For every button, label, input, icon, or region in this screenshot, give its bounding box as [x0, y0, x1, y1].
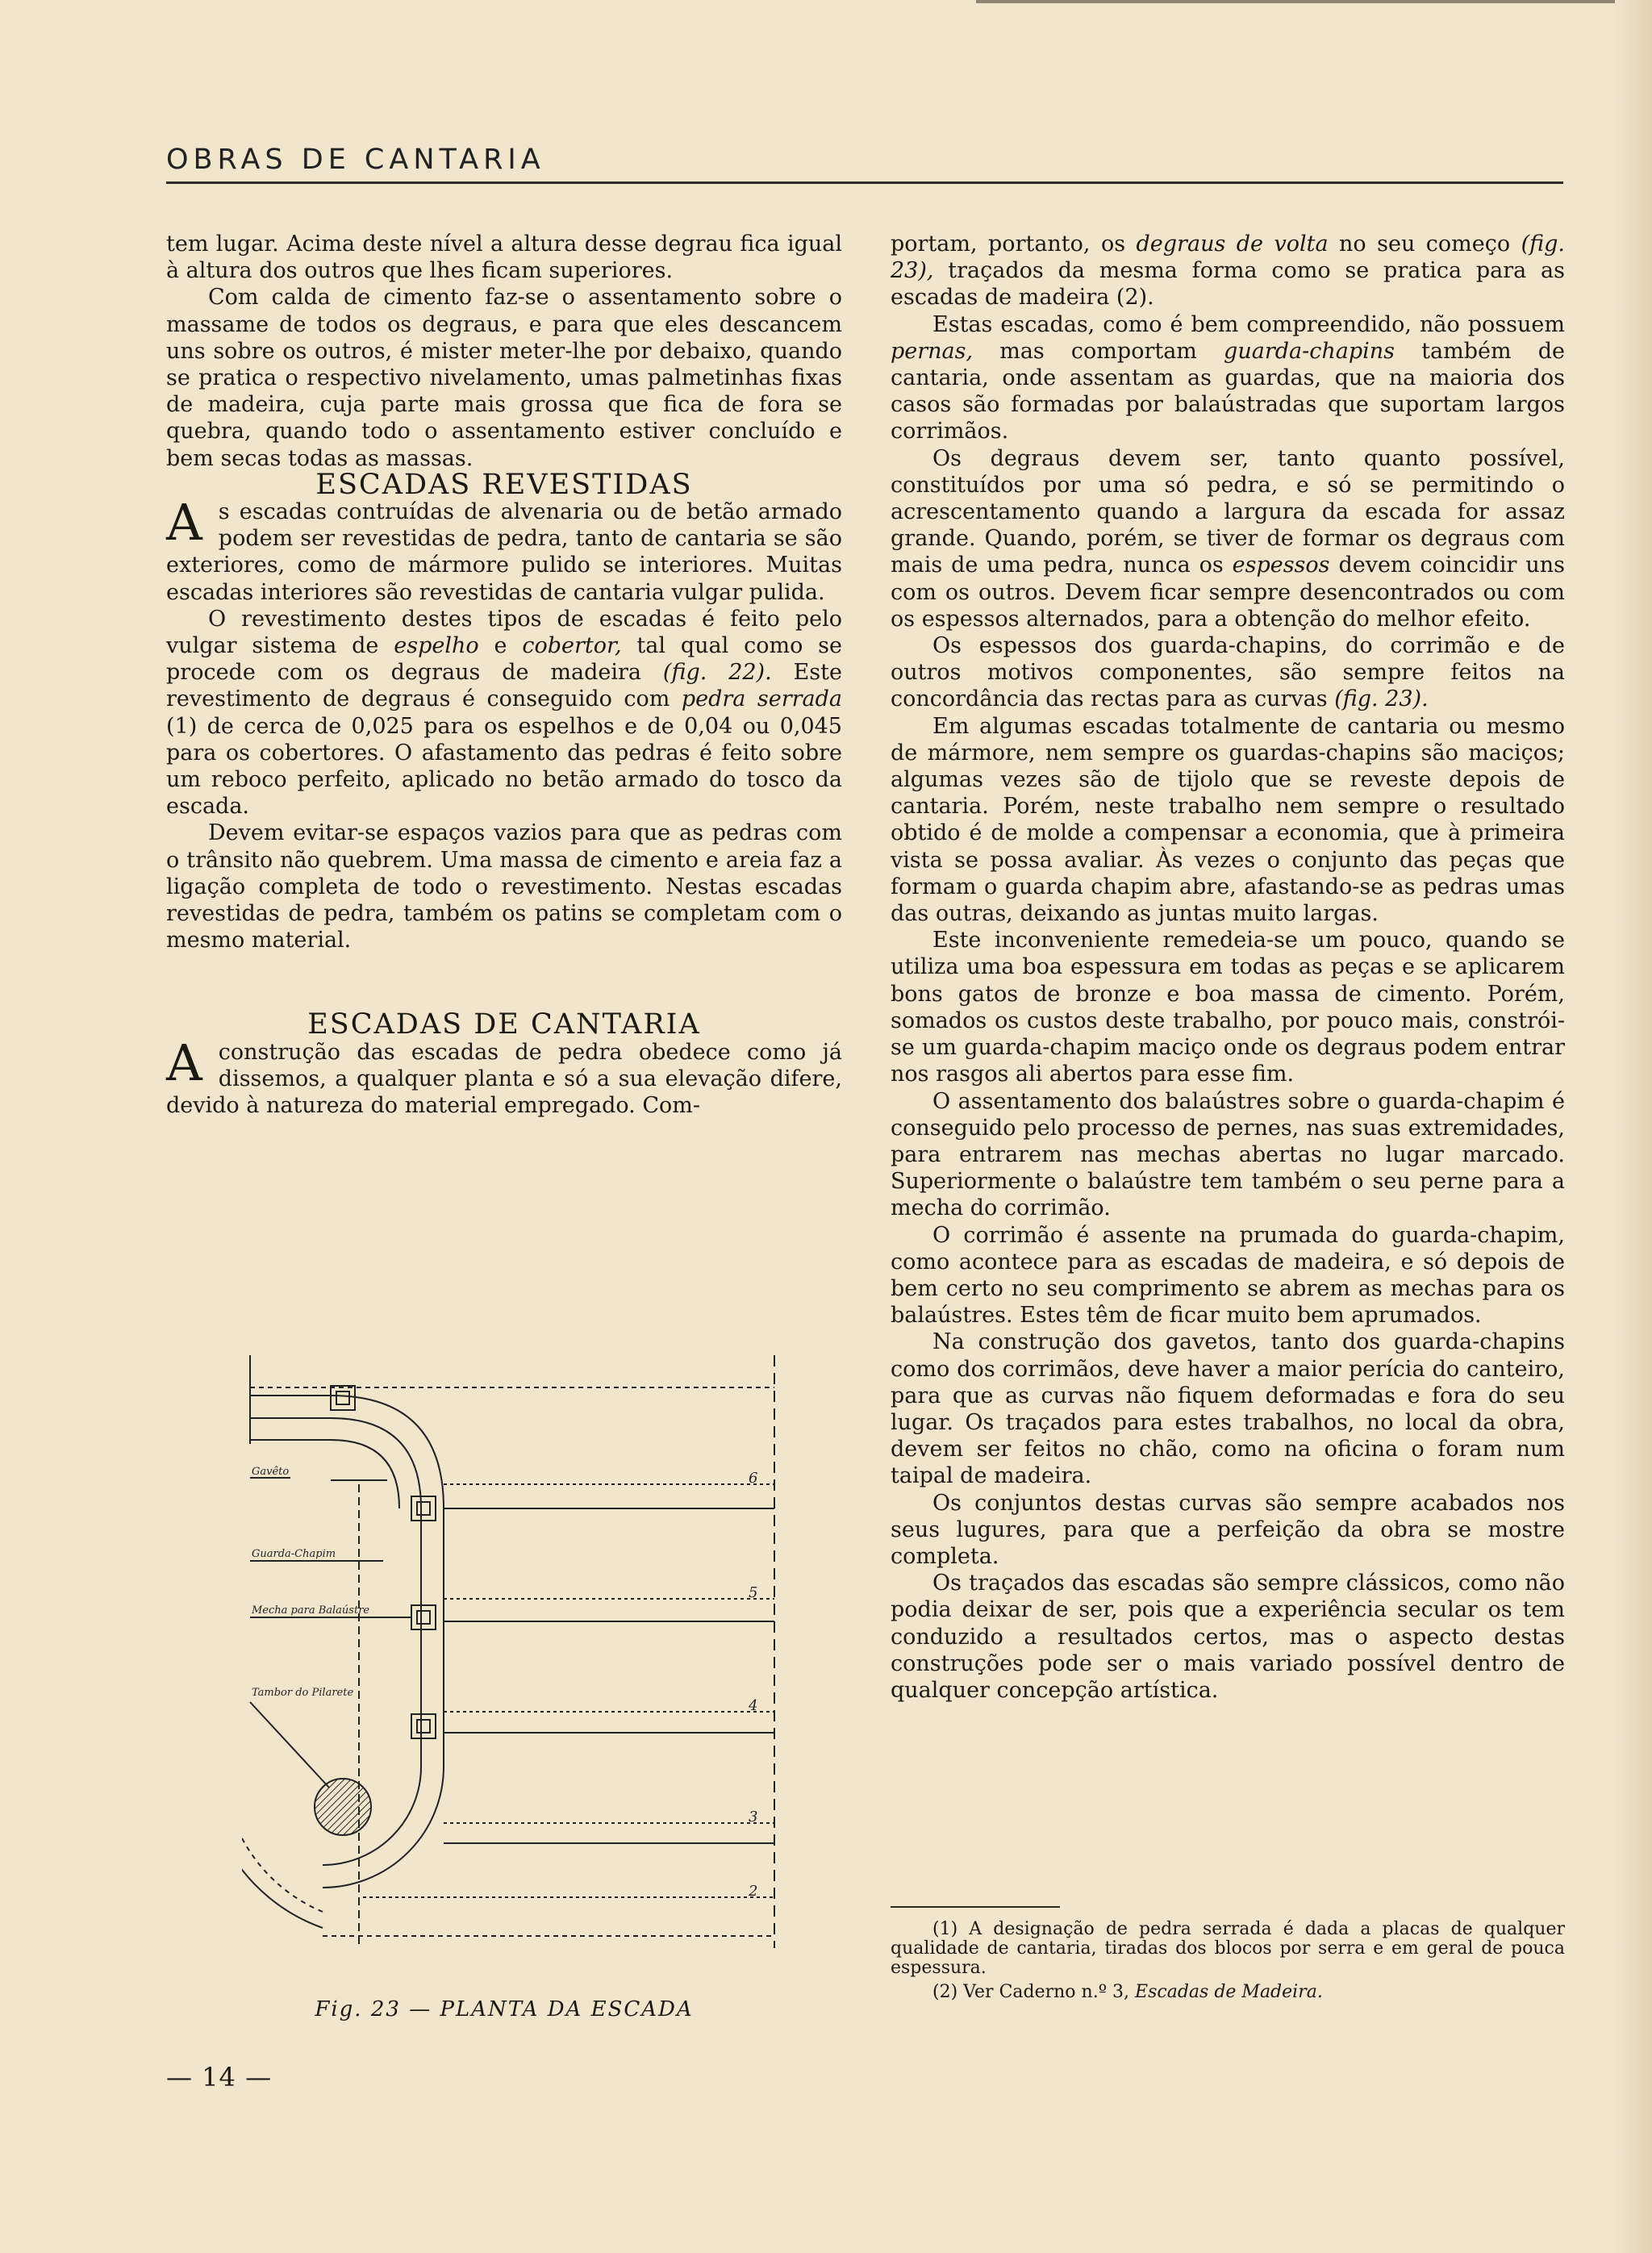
paragraph	[891, 632, 1565, 713]
text: de cerca de 0,025 para os espelhos e de 0,04 ou 0,045 para os cobertores. O afastamento das pedras é feito sobre um reboco perfeito, aplicado no betão armado do tosco da escada.	[166, 713, 842, 820]
page-number: — 14 —	[166, 2062, 273, 2092]
step-number: 2	[749, 1883, 758, 1900]
paragraph	[891, 231, 1565, 311]
mecha-square	[411, 1496, 436, 1521]
paragraph	[891, 445, 1565, 632]
mecha-square-inner	[417, 1720, 430, 1733]
section-title-escadas-de-cantaria: ESCADAS DE CANTARIA	[307, 1008, 701, 1041]
right-column	[891, 231, 1565, 1704]
paragraph: Na construção dos gavetos, tanto dos guarda-chapins como dos corrimãos, deve haver a maior perícia do canteiro, para que as curvas não fiquem deformadas e fora do seu lugar. Os traçados para estes trabalhos, no local da obra, devem ser feitos no chão, como na oficina o foram num taipal de madeira.	[891, 1329, 1565, 1489]
text: mas comportam	[999, 338, 1197, 364]
text: O revestimento destes tipos de escadas é feito pelo vulgar sistema de	[166, 606, 842, 659]
mecha-square	[411, 1714, 436, 1738]
paragraph-text: construção das escadas de pedra obedece como já dissemos, a qualquer planta e só a sua elevação difere, devido à natureza do material empregado. Com-	[166, 1039, 842, 1119]
paragraph: O corrimão é assente na prumada do guarda-chapim, como acontece para as escadas de madeira, e só depois de bem certo no seu comprimento se abrem as mechas para os balaústres. Estes têm de ficar muito bem aprumados.	[891, 1222, 1565, 1329]
footnote-text: A designação de pedra serrada é dada a placas de qualquer qualidade de cantaria, tiradas dos blocos por serra e em geral de pouca espessura.	[891, 1919, 1566, 1978]
figure-reference: (fig. 22).	[662, 660, 772, 686]
mecha-square	[331, 1386, 355, 1410]
footnote-ref: (2).	[1116, 285, 1154, 311]
mecha-square	[411, 1605, 436, 1629]
page-right-edge	[1615, 0, 1652, 2253]
footnote-text: Ver Caderno n.º 3,	[963, 1982, 1130, 2002]
top-edge-line	[976, 0, 1621, 3]
drop-cap: A	[166, 493, 202, 553]
footnote-italic: Escadas de Madeira.	[1135, 1982, 1323, 2002]
leader-line	[250, 1702, 329, 1788]
outer-arc	[242, 1718, 323, 1928]
paragraph: O assentamento dos balaústres sobre o guarda-chapim é conseguido pelo processo de pernes, nas suas extremidades, para entrarem nas mechas abertas no lugar marcado. Superiormente o balaústre tem também o seu perne para a mecha do corrimão.	[891, 1088, 1565, 1221]
paragraph	[166, 1033, 842, 1120]
figure-label-mecha: Mecha para Balaústre	[252, 1604, 370, 1617]
italic-term: pedra serrada	[681, 686, 842, 712]
section-title-escadas-revestidas: ESCADAS REVESTIDAS	[315, 468, 693, 501]
text: Os espessos dos guarda-chapins, do corrimão e de outros motivos componentes, são sempre feitos na concordância das rectas para as curvas	[891, 633, 1565, 712]
paragraph	[166, 606, 842, 820]
text: e	[494, 633, 507, 659]
footnote-ref: (1)	[166, 713, 198, 739]
text: Estas escadas, como é bem compreendido, não possuem	[932, 311, 1565, 337]
paragraph	[166, 493, 842, 606]
italic-term: espelho	[394, 633, 479, 659]
text: Os degraus devem ser, tanto quanto possível, constituídos por uma só pedra, e só se permitindo o acrescentamento quando a largura da escada for assaz grande. Quando, porém, se tiver de formar os degraus com mais de uma pedra, nunca os	[891, 445, 1565, 578]
paragraph: tem lugar. Acima deste nível a altura desse degrau fica igual à altura dos outros que lhes ficam superiores.	[166, 232, 842, 284]
step-number: 5	[749, 1584, 758, 1601]
text: portam, portanto, os	[891, 232, 1126, 257]
drop-cap: A	[166, 1033, 202, 1092]
figure-label-tambor: Tambor do Pilarete	[252, 1687, 354, 1699]
footnote-1	[891, 1920, 1565, 1978]
step-number: 3	[749, 1809, 758, 1825]
footnote-2	[891, 1983, 1565, 2002]
paragraph: Os traçados das escadas são sempre clássicos, como não podia deixar de ser, pois que a experiência secular os tem conduzido a resultados certos, mas o aspecto destas construções pode ser o mais variado possível dentro de qualquer concepção artística.	[891, 1571, 1565, 1703]
paragraph-text: s escadas contruídas de alvenaria ou de betão armado podem ser revestidas de pedra, tanto de cantaria se são exteriores, como de mármore pulido se interiores. Muitas escadas interiores são revestidas de cantaria vulgar pulida.	[166, 499, 842, 605]
text: Este revestimento de degraus é conseguido com	[166, 660, 842, 712]
figure-caption: Fig. 23 — PLANTA DA ESCADA	[315, 1997, 694, 2021]
footnote-mark: (2)	[932, 1982, 958, 2002]
left-column	[166, 231, 842, 1119]
mecha-square-inner	[417, 1611, 430, 1624]
mecha-square-inner	[336, 1391, 349, 1404]
figure-reference: (fig. 23),	[891, 232, 1565, 284]
text: traçados da mesma forma como se pratica para as escadas de madeira	[891, 258, 1565, 311]
italic-term: cobertor,	[522, 633, 622, 659]
outer-arc-dashed	[242, 1734, 323, 1912]
italic-term: espessos	[1232, 553, 1330, 578]
italic-term: guarda-chapins	[1224, 338, 1395, 364]
tambor-do-pilarete	[315, 1779, 371, 1835]
step-number: 4	[749, 1697, 758, 1714]
figure-label-guarda-chapim: Guarda-Chapim	[252, 1548, 336, 1560]
figure-reference: (fig. 23).	[1334, 686, 1429, 712]
italic-term: degraus de volta	[1136, 232, 1329, 257]
mecha-square-inner	[417, 1502, 430, 1515]
paragraph	[891, 311, 1565, 445]
paragraph: Devem evitar-se espaços vazios para que as pedras com o trânsito não quebrem. Uma massa de cimento e areia faz a ligação completa de todo o revestimento. Nestas escadas revestidas de pedra, também os patins se completam com o mesmo material.	[166, 820, 842, 953]
text: devem coincidir uns com os outros. Devem ficar sempre desencontrados ou com os espessos alternados, para a obtenção do melhor efeito.	[891, 553, 1565, 632]
paragraph: Este inconveniente remedeia-se um pouco, quando se utiliza uma boa espessura em todas as peças e se aplicarem bons gatos de bronze e boa massa de cimento. Porém, somados os custos deste trabalho, por pouco mais, constrói-se um guarda-chapim maciço onde os degraus podem entrar nos rasgos ali abertos para esse fim.	[891, 928, 1565, 1087]
paragraph: Com calda de cimento faz-se o assentamento sobre o massame de todos os degraus, e para que eles descancem uns sobre os outros, é mister meter-lhe por debaixo, quando se pratica o respectivo nivelamento, umas palmetinhas fixas de madeira, cuja parte mais grossa que fica de fora se quebra, quando todo o assentamento estiver concluído e bem secas todas as massas.	[166, 285, 842, 471]
text: tal qual como se procede com os degraus de madeira	[166, 633, 843, 686]
text: também de cantaria, onde assentam as guardas, que na maioria dos casos são formadas por balaústradas que suportam largos corrimãos.	[891, 338, 1565, 444]
paragraph: Os conjuntos destas curvas são sempre acabados nos seus lugures, para que a perfeição da obra se mostre completa.	[891, 1490, 1565, 1569]
text: no seu começo	[1339, 232, 1511, 257]
italic-term: pernas,	[891, 338, 974, 364]
footnotes	[891, 1920, 1565, 2002]
figure-label-gaveto: Gavêto	[252, 1466, 290, 1478]
footnote-rule	[891, 1906, 1060, 1908]
step-number: 6	[749, 1470, 758, 1487]
paragraph: Em algumas escadas totalmente de cantaria ou mesmo de mármore, nem sempre os guardas-chapins são maciços; algumas vezes são de tijolo que se reveste depois de cantaria. Porém, neste trabalho nem sempre o resultado obtido é de molde a compensar a economia, que à primeira vista se possa avaliar. Às vezes o conjunto das peças que formam o guarda chapim abre, afastando-se as pedras umas das outras, deixando as juntas muito largas.	[891, 713, 1565, 927]
header-rule	[166, 181, 1563, 184]
footnote-mark: (1)	[932, 1919, 958, 1939]
figure-stair-plan	[242, 1347, 791, 1960]
running-head: OBRAS DE CANTARIA	[166, 144, 545, 176]
